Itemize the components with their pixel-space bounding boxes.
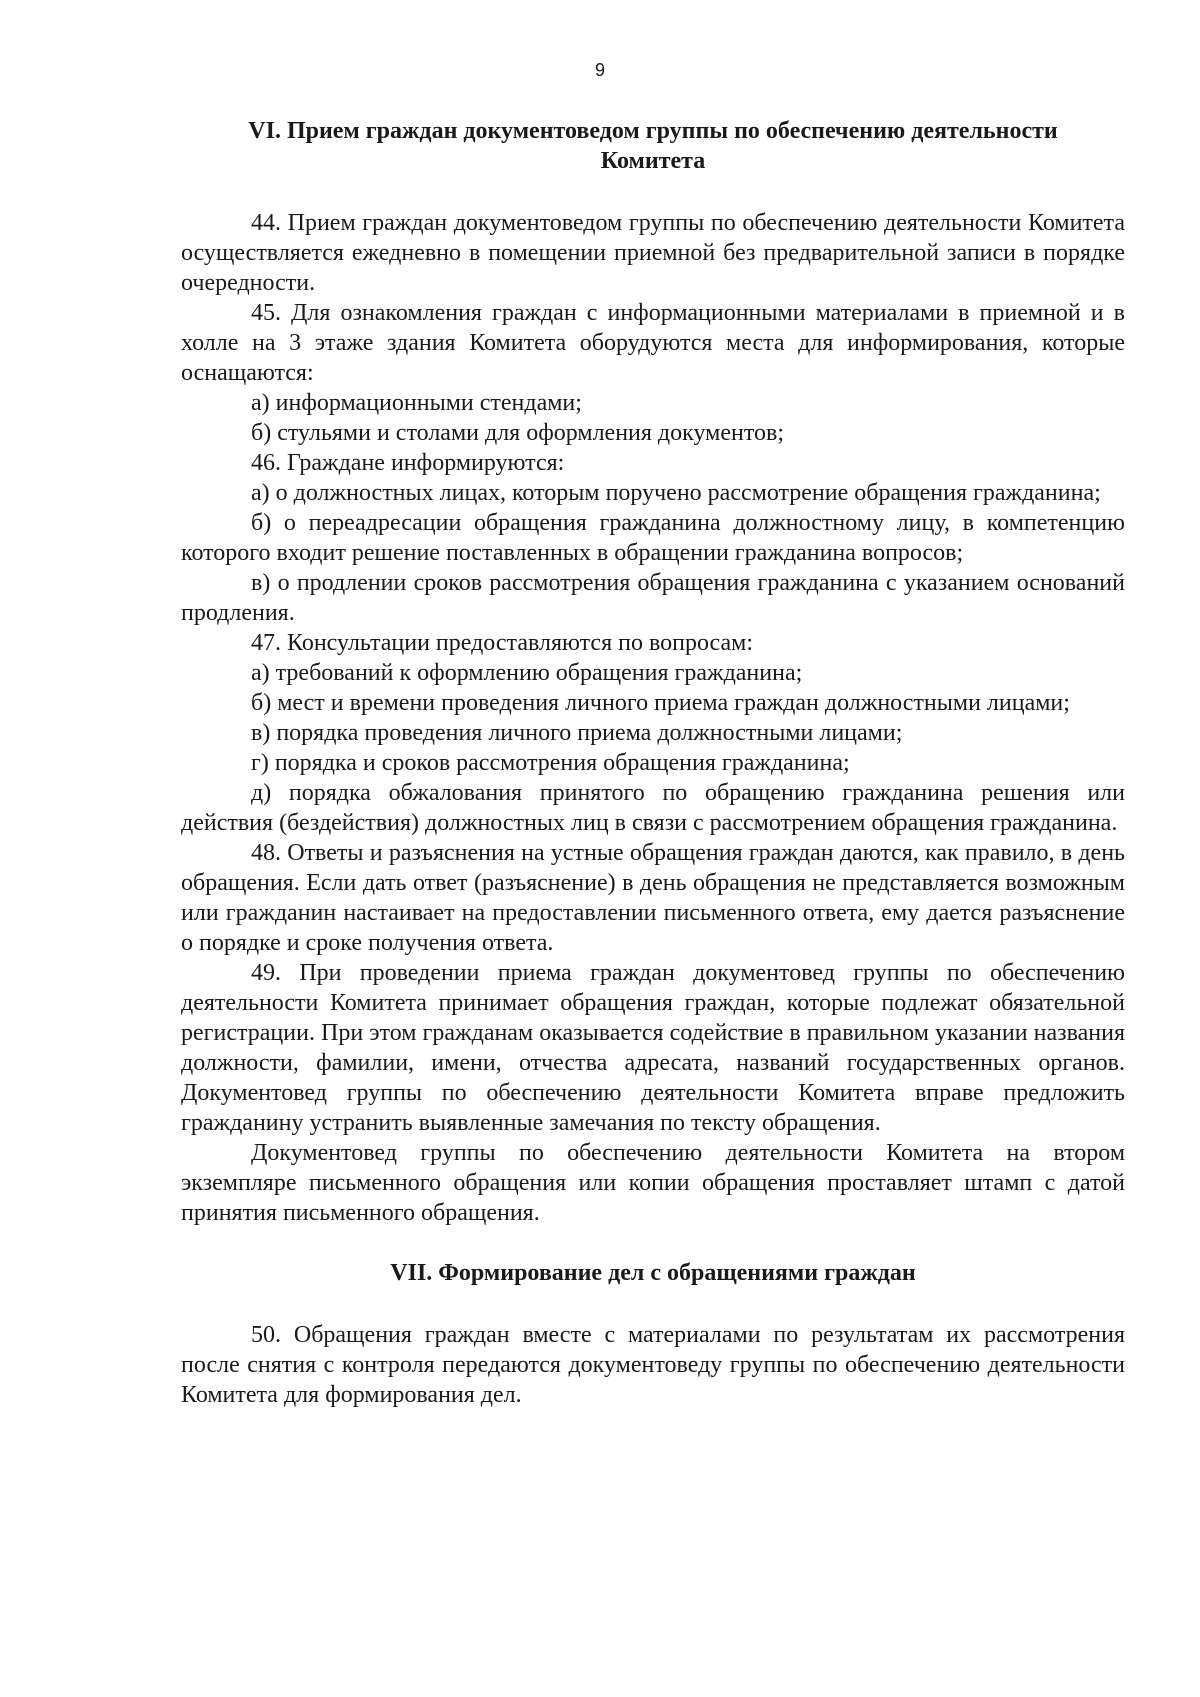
- section-heading-vii: VII. Формирование дел с обращениями граждан: [390, 1260, 916, 1286]
- paragraph-47-v: в) порядка проведения личного приема должностными лицами;: [251, 720, 903, 746]
- paragraph-46-v: в) о продлении сроков рассмотрения обращения гражданина с указанием оснований продления.: [181, 570, 1125, 626]
- section-heading-vi-line2: Комитета: [600, 148, 706, 174]
- section-heading-vi: [181, 116, 1125, 176]
- document-body: [181, 116, 1125, 1410]
- paragraph-48: 48. Ответы и разъяснения на устные обращения граждан даются, как правило, в день обращения. Если дать ответ (разъяснение) в день обращения не представляется возможным или гражданин настаивает на предоставлении письменного ответа, ему дается разъяснение о порядке и сроке получения ответа.: [181, 840, 1125, 956]
- paragraph-49-stamp: Документовед группы по обеспечению деятельности Комитета на втором экземпляре письменного обращения или копии обращения проставляет штамп с датой принятия письменного обращения.: [181, 1140, 1125, 1226]
- paragraph-47-a: а) требований к оформлению обращения гражданина;: [251, 660, 803, 686]
- paragraph-47-g: г) порядка и сроков рассмотрения обращения гражданина;: [251, 750, 850, 776]
- page-number: 9: [594, 60, 605, 80]
- paragraph-50: 50. Обращения граждан вместе с материалами по результатам их рассмотрения после снятия с контроля передаются документоведу группы по обеспечению деятельности Комитета для формирования дел.: [181, 1322, 1125, 1408]
- paragraph-47: 47. Консультации предоставляются по вопросам:: [251, 630, 754, 656]
- paragraph-49: 49. При проведении приема граждан документовед группы по обеспечению деятельности Комитета принимает обращения граждан, которые подлежат обязательной регистрации. При этом гражданам оказывается содействие в правильном указании названия должности, фамилии, имени, отчества адресата, названий государственных органов. Документовед группы по обеспечению деятельности Комитета вправе предложить гражданину устранить выявленные замечания по тексту обращения.: [181, 960, 1125, 1136]
- paragraph-44: 44. Прием граждан документоведом группы по обеспечению деятельности Комитета осуществляется ежедневно в помещении приемной без предварительной записи в порядке очередности.: [181, 210, 1125, 296]
- paragraph-47-b: б) мест и времени проведения личного приема граждан должностными лицами;: [251, 690, 1070, 716]
- paragraph-45: 45. Для ознакомления граждан с информационными материалами в приемной и в холле на 3 этаже здания Комитета оборудуются места для информирования, которые оснащаются:: [181, 300, 1125, 386]
- paragraph-46-a: а) о должностных лицах, которым поручено рассмотрение обращения гражданина;: [251, 480, 1101, 506]
- paragraph-46-b: б) о переадресации обращения гражданина должностному лицу, в компетенцию которого входит решение поставленных в обращении гражданина вопросов;: [181, 510, 1125, 566]
- section-heading-vi-line1: VI. Прием граждан документоведом группы по обеспечению деятельности: [248, 118, 1058, 144]
- paragraph-45-a: а) информационными стендами;: [251, 390, 582, 416]
- paragraph-45-b: б) стульями и столами для оформления документов;: [251, 420, 785, 446]
- paragraph-47-d: д) порядка обжалования принятого по обращению гражданина решения или действия (бездействия) должностных лиц в связи с рассмотрением обращения гражданина.: [181, 780, 1125, 836]
- paragraph-46: 46. Граждане информируются:: [251, 450, 565, 476]
